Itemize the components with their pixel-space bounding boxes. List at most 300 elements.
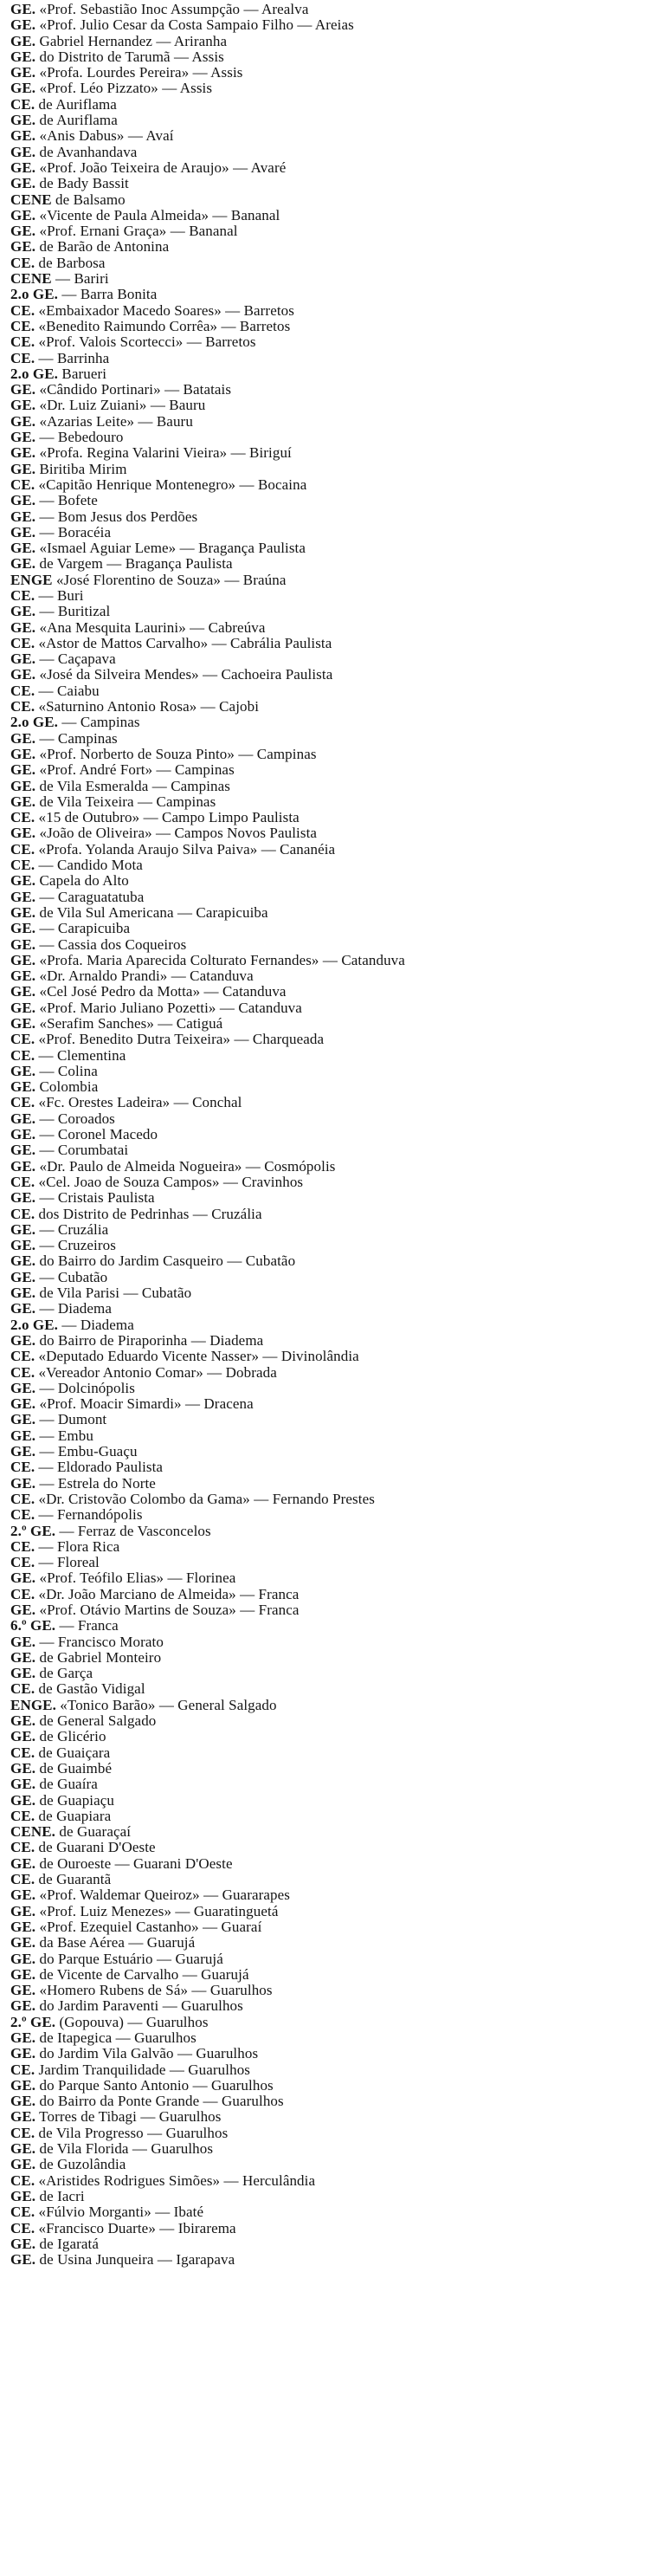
list-item	[10, 287, 660, 302]
list-item	[10, 937, 660, 953]
entry-text: «Tonico Barão» — General Salgado	[60, 1697, 277, 1713]
entry-text: do Bairro de Piraporinha — Diadema	[39, 1332, 264, 1349]
list-item	[10, 366, 660, 382]
list-item	[10, 2204, 660, 2220]
list-item	[10, 1365, 660, 1381]
list-item	[10, 49, 660, 65]
entry-prefix: CE.	[10, 255, 35, 271]
list-item	[10, 1016, 660, 1032]
list-item	[10, 1983, 660, 1998]
list-item	[10, 351, 660, 366]
entry-text: «Ana Mesquita Laurini» — Cabreúva	[39, 619, 266, 636]
entry-prefix: GE.	[10, 1158, 36, 1175]
entry-prefix: GE.	[10, 1238, 36, 1254]
entry-text: «Prof. Norberto de Souza Pinto» — Campinas	[39, 746, 317, 762]
entry-prefix: GE.	[10, 762, 36, 779]
entry-text: «Prof. Ernani Graça» — Bananal	[39, 223, 238, 240]
list-item	[10, 1175, 660, 1190]
list-item	[10, 2173, 660, 2189]
entry-prefix: GE.	[10, 1332, 36, 1349]
entry-text: «Prof. Moacir Simardi» — Dracena	[39, 1396, 254, 1413]
list-item	[10, 1349, 660, 1364]
entry-text: — Bariri	[55, 271, 109, 288]
entry-prefix: CE.	[10, 302, 35, 319]
list-item	[10, 2030, 660, 2046]
entry-text: de Vila Teixeira — Campinas	[39, 793, 216, 810]
entry-text: — Candido Mota	[38, 858, 143, 874]
list-item	[10, 1285, 660, 1301]
entry-text: de Balsamo	[55, 191, 126, 208]
entry-text: de Barbosa	[38, 255, 106, 271]
list-item	[10, 319, 660, 334]
entry-prefix: 2.o GE.	[10, 287, 59, 303]
entry-text: — Dumont	[39, 1412, 107, 1428]
entry-prefix: ENGE.	[10, 1697, 56, 1713]
list-item	[10, 1713, 660, 1729]
list-item	[10, 525, 660, 540]
entry-text: — Eldorado Paulista	[38, 1460, 164, 1476]
entry-text: «Dr. Arnaldo Prandi» — Catanduva	[39, 968, 254, 985]
list-item	[10, 2078, 660, 2094]
list-item	[10, 1064, 660, 1079]
entry-text: do Distrito de Tarumã — Assis	[39, 49, 224, 65]
list-item	[10, 1887, 660, 1903]
list-item	[10, 2141, 660, 2157]
list-item	[10, 984, 660, 1000]
list-item	[10, 1222, 660, 1238]
entry-prefix: CE.	[10, 1206, 35, 1222]
entry-text: «15 de Outubro» — Campo Limpo Paulista	[38, 810, 300, 826]
entry-prefix: GE.	[10, 1427, 36, 1444]
entry-text: de Vila Sul Americana — Carapicuiba	[39, 904, 268, 921]
entry-text: de Gabriel Monteiro	[39, 1649, 162, 1666]
entry-prefix: GE.	[10, 128, 36, 145]
entry-prefix: GE.	[10, 1444, 36, 1460]
entry-prefix: GE.	[10, 1000, 36, 1016]
entry-prefix: GE.	[10, 1190, 36, 1207]
list-item	[10, 398, 660, 413]
school-list	[10, 2, 660, 2268]
entry-text: «Prof. Léo Pizzato» — Assis	[39, 81, 213, 97]
entry-text: «Vicente de Paula Almeida» — Bananal	[39, 207, 280, 223]
entry-text: — Cruzália	[39, 1221, 109, 1238]
list-item	[10, 208, 660, 223]
list-item	[10, 145, 660, 160]
entry-prefix: GE.	[10, 667, 36, 683]
list-item	[10, 2094, 660, 2109]
list-item	[10, 271, 660, 287]
list-item	[10, 953, 660, 968]
entry-prefix: GE.	[10, 81, 36, 97]
entry-prefix: GE.	[10, 1666, 36, 1682]
entry-prefix: CE.	[10, 1808, 35, 1824]
entry-text: — Carapicuiba	[39, 921, 131, 937]
list-item	[10, 588, 660, 604]
entry-text: «Ismael Aguiar Leme» — Bragança Paulista	[39, 540, 306, 557]
entry-prefix: GE.	[10, 176, 36, 192]
entry-prefix: CE.	[10, 96, 35, 113]
list-item	[10, 1634, 660, 1650]
entry-text: Gabriel Hernandez — Ariranha	[39, 33, 228, 49]
entry-text: do Bairro da Ponte Grande — Guarulhos	[39, 2094, 284, 2110]
entry-text: de Auriflama	[39, 113, 118, 129]
entry-prefix: CE.	[10, 2172, 35, 2189]
entry-text: — Embu-Guaçu	[39, 1444, 138, 1460]
entry-text: «Profa. Maria Aparecida Colturato Fernandes» — Catanduva	[39, 952, 405, 968]
entry-text: — Dolcinópolis	[39, 1380, 135, 1396]
entry-prefix: CE.	[10, 1555, 35, 1571]
list-item	[10, 1602, 660, 1618]
list-item	[10, 1729, 660, 1744]
entry-text: de Guapiara	[38, 1808, 112, 1824]
entry-text: Jardim Tranquilidade — Guarulhos	[38, 2061, 251, 2078]
list-item	[10, 1333, 660, 1349]
list-item	[10, 256, 660, 271]
list-item	[10, 1032, 660, 1047]
entry-prefix: CE.	[10, 1507, 35, 1524]
entry-text: de Usina Junqueira — Igarapava	[39, 2252, 235, 2269]
list-item	[10, 382, 660, 398]
list-item	[10, 1618, 660, 1634]
list-item	[10, 1935, 660, 1951]
list-item	[10, 1492, 660, 1507]
entry-prefix: GE.	[10, 1570, 36, 1587]
list-item	[10, 1555, 660, 1570]
entry-prefix: GE.	[10, 619, 36, 636]
entry-prefix: CE.	[10, 1174, 35, 1190]
list-item	[10, 176, 660, 191]
list-item	[10, 1698, 660, 1713]
entry-prefix: GE.	[10, 952, 36, 968]
entry-prefix: CE.	[10, 1681, 35, 1698]
entry-text: — Barrinha	[38, 350, 110, 366]
entry-prefix: CE.	[10, 318, 35, 334]
entry-prefix: GE.	[10, 889, 36, 905]
entry-text: de Auriflama	[38, 96, 117, 113]
list-item	[10, 731, 660, 747]
entry-text: «Dr. Cristovão Colombo da Gama» — Fernando Prestes	[38, 1491, 375, 1507]
list-item	[10, 65, 660, 81]
list-item	[10, 1904, 660, 1919]
entry-prefix: CE.	[10, 1460, 35, 1476]
entry-prefix: 6.º GE.	[10, 1618, 56, 1634]
list-item	[10, 34, 660, 49]
list-item	[10, 17, 660, 33]
entry-prefix: CE.	[10, 858, 35, 874]
entry-prefix: GE.	[10, 1412, 36, 1428]
list-item	[10, 2252, 660, 2268]
list-item	[10, 842, 660, 858]
entry-text: «Homero Rubens de Sá» — Guarulhos	[39, 1983, 273, 1999]
entry-text: «Prof. Julio Cesar da Costa Sampaio Filho — Areias	[39, 17, 354, 34]
entry-text: «Dr. Paulo de Almeida Nogueira» — Cosmópolis	[39, 1158, 336, 1175]
entry-text: «Cel José Pedro da Motta» — Catanduva	[39, 984, 287, 1000]
entry-prefix: CE.	[10, 1095, 35, 1111]
list-item	[10, 1951, 660, 1967]
entry-prefix: CE.	[10, 2125, 35, 2141]
entry-prefix: GE.	[10, 1285, 36, 1302]
entry-text: de Guarantã	[38, 1872, 112, 1888]
list-item	[10, 239, 660, 255]
entry-prefix: CE.	[10, 1872, 35, 1888]
entry-text: «Prof. Benedito Dutra Teixeira» — Charqueada	[38, 1032, 325, 1048]
entry-prefix: CE.	[10, 699, 35, 715]
entry-prefix: GE.	[10, 159, 36, 176]
entry-text: de Iacri	[39, 2188, 85, 2204]
list-item	[10, 968, 660, 984]
entry-text: de Bady Bassit	[39, 176, 129, 192]
entry-text: de Vargem — Bragança Paulista	[39, 556, 233, 573]
entry-text: de Gastão Vidigal	[38, 1681, 145, 1698]
entry-text: «Dr. João Marciano de Almeida» — Franca	[38, 1586, 300, 1602]
list-item	[10, 1650, 660, 1666]
list-item	[10, 1967, 660, 1983]
list-item	[10, 1507, 660, 1523]
entry-prefix: GE.	[10, 2141, 36, 2158]
entry-prefix: 2.o GE.	[10, 715, 59, 731]
entry-text: — Estrela do Norte	[39, 1475, 156, 1492]
list-item	[10, 715, 660, 730]
entry-text: Torres de Tibagi — Guarulhos	[39, 2109, 222, 2126]
entry-text: — Fernandópolis	[38, 1507, 143, 1524]
entry-text: de Garça	[39, 1666, 93, 1682]
list-item	[10, 1666, 660, 1681]
entry-prefix: GE.	[10, 1649, 36, 1666]
entry-text: de Avanhandava	[39, 144, 138, 160]
entry-prefix: GE.	[10, 1729, 36, 1745]
entry-text: «Francisco Duarte» — Ibirarema	[38, 2220, 236, 2236]
entry-text: «Cel. Joao de Souza Campos» — Cravinhos	[38, 1174, 304, 1190]
entry-prefix: GE.	[10, 1760, 36, 1777]
list-item	[10, 1998, 660, 2014]
list-item	[10, 1856, 660, 1872]
entry-prefix: CE.	[10, 1349, 35, 1365]
entry-prefix: GE.	[10, 604, 36, 620]
entry-text: — Bom Jesus dos Perdões	[39, 508, 198, 525]
entry-prefix: GE.	[10, 445, 36, 462]
list-item	[10, 223, 660, 239]
entry-text: «Prof. Waldemar Queiroz» — Guararapes	[39, 1887, 290, 1904]
entry-text: de Vila Florida — Guarulhos	[39, 2141, 214, 2158]
entry-prefix: GE.	[10, 144, 36, 160]
entry-prefix: CE.	[10, 683, 35, 699]
entry-text: «Serafim Sanches» — Catiguá	[39, 1016, 223, 1032]
list-item	[10, 779, 660, 794]
entry-prefix: GE.	[10, 1079, 36, 1096]
entry-text: «Azarias Leite» — Bauru	[39, 413, 193, 430]
entry-text: — Diadema	[61, 1317, 134, 1333]
entry-prefix: GE.	[10, 2046, 36, 2062]
entry-prefix: GE.	[10, 1063, 36, 1079]
entry-prefix: GE.	[10, 825, 36, 842]
list-item	[10, 493, 660, 508]
list-item	[10, 747, 660, 762]
entry-prefix: GE.	[10, 2188, 36, 2204]
entry-text: de Igaratá	[39, 2236, 99, 2252]
entry-text: — Embu	[39, 1427, 93, 1444]
list-item	[10, 1539, 660, 1555]
entry-text: (Gopouva) — Guarulhos	[59, 2014, 209, 2030]
entry-prefix: GE.	[10, 1777, 36, 1793]
list-item	[10, 160, 660, 176]
entry-text: — Ferraz de Vasconcelos	[59, 1523, 211, 1539]
entry-prefix: GE.	[10, 984, 36, 1000]
list-item	[10, 1048, 660, 1064]
entry-prefix: GE.	[10, 540, 36, 557]
entry-text: de Guaraçaí	[59, 1824, 132, 1841]
list-item	[10, 1444, 660, 1460]
entry-prefix: CE.	[10, 2061, 35, 2078]
entry-text: de Vila Progresso — Guarulhos	[38, 2125, 229, 2141]
entry-prefix: CE.	[10, 1491, 35, 1507]
entry-prefix: GE.	[10, 1919, 36, 1935]
entry-text: «Embaixador Macedo Soares» — Barretos	[38, 302, 294, 319]
entry-prefix: GE.	[10, 1127, 36, 1143]
list-item	[10, 2189, 660, 2204]
entry-prefix: GE.	[10, 1634, 36, 1650]
list-item	[10, 303, 660, 319]
entry-prefix: GE.	[10, 1221, 36, 1238]
list-item	[10, 1095, 660, 1110]
entry-text: — Diadema	[39, 1301, 112, 1317]
list-item	[10, 1872, 660, 1887]
list-item	[10, 1745, 660, 1761]
entry-text: — Coroados	[39, 1110, 115, 1127]
entry-prefix: GE.	[10, 33, 36, 49]
list-item	[10, 890, 660, 905]
list-item	[10, 2157, 660, 2172]
list-item	[10, 1761, 660, 1777]
list-item	[10, 921, 660, 936]
entry-text: — Bebedouro	[39, 430, 124, 446]
entry-text: — Campinas	[39, 730, 118, 747]
entry-prefix: GE.	[10, 1301, 36, 1317]
entry-text: do Jardim Paraventi — Guarulhos	[39, 1998, 243, 2015]
entry-text: Barueri	[61, 366, 107, 382]
list-item	[10, 683, 660, 699]
list-item	[10, 1570, 660, 1586]
entry-prefix: 2.º GE.	[10, 2014, 56, 2030]
entry-text: — Cassia dos Coqueiros	[39, 936, 187, 953]
entry-prefix: GE.	[10, 1887, 36, 1904]
entry-prefix: GE.	[10, 524, 36, 540]
entry-text: — Buritizal	[39, 604, 111, 620]
list-item	[10, 1840, 660, 1855]
entry-text: — Boracéia	[39, 524, 112, 540]
entry-prefix: CE.	[10, 1538, 35, 1555]
entry-prefix: GE.	[10, 1475, 36, 1492]
list-item	[10, 1079, 660, 1095]
list-item	[10, 1238, 660, 1253]
list-item	[10, 573, 660, 588]
list-item	[10, 2, 660, 17]
list-item	[10, 604, 660, 619]
entry-text: «Prof. João Teixeira de Araujo» — Avaré	[39, 159, 287, 176]
entry-text: — Caiabu	[38, 683, 100, 699]
entry-prefix: CE.	[10, 841, 35, 858]
entry-prefix: GE.	[10, 65, 36, 81]
entry-prefix: GE.	[10, 968, 36, 985]
list-item	[10, 2062, 660, 2078]
entry-text: de Guaimbé	[39, 1760, 113, 1777]
entry-prefix: CE.	[10, 1032, 35, 1048]
entry-text: «José Florentino de Souza» — Braúna	[55, 572, 287, 588]
entry-prefix: CENE	[10, 271, 52, 288]
entry-text: de Guzolândia	[39, 2157, 126, 2173]
entry-text: «Cândido Portinari» — Batatais	[39, 382, 232, 398]
entry-text: «Vereador Antonio Comar» — Dobrada	[38, 1364, 277, 1381]
list-item	[10, 113, 660, 128]
list-item	[10, 1587, 660, 1602]
entry-prefix: CENE	[10, 191, 52, 208]
entry-text: «Prof. Ezequiel Castanho» — Guaraí	[39, 1919, 262, 1935]
entry-text: — Colina	[39, 1063, 98, 1079]
entry-prefix: CENE.	[10, 1824, 55, 1841]
list-item	[10, 1111, 660, 1127]
list-item	[10, 699, 660, 715]
list-item	[10, 825, 660, 841]
entry-text: de Glicério	[39, 1729, 106, 1745]
list-item	[10, 1809, 660, 1824]
entry-text: «José da Silveira Mendes» — Cachoeira Paulista	[39, 667, 333, 683]
entry-text: da Base Aérea — Guarujá	[39, 1935, 196, 1951]
list-item	[10, 667, 660, 683]
entry-text: — Franca	[59, 1618, 119, 1634]
list-item	[10, 1681, 660, 1697]
entry-prefix: GE.	[10, 873, 36, 890]
entry-text: «Prof. Valois Scortecci» — Barretos	[38, 334, 256, 351]
list-item	[10, 462, 660, 477]
entry-text: Biritiba Mirim	[39, 461, 127, 477]
entry-text: — Cristais Paulista	[39, 1190, 155, 1207]
entry-text: «Profa. Lourdes Pereira» — Assis	[39, 65, 243, 81]
list-item	[10, 1919, 660, 1935]
entry-prefix: CE.	[10, 1744, 35, 1761]
list-item	[10, 414, 660, 430]
list-item	[10, 1396, 660, 1412]
entry-text: — Cubatão	[39, 1269, 108, 1285]
list-item	[10, 430, 660, 445]
entry-prefix: CE.	[10, 350, 35, 366]
list-item	[10, 1460, 660, 1475]
entry-prefix: GE.	[10, 1935, 36, 1951]
entry-text: «Aristides Rodrigues Simões» — Herculândia	[38, 2172, 316, 2189]
entry-prefix: GE.	[10, 1396, 36, 1413]
list-item	[10, 1428, 660, 1444]
entry-text: — Buri	[38, 587, 84, 604]
list-item	[10, 651, 660, 667]
list-item	[10, 1142, 660, 1158]
list-item	[10, 81, 660, 96]
entry-text: do Jardim Vila Galvão — Guarulhos	[39, 2046, 259, 2062]
list-item	[10, 1793, 660, 1809]
list-item	[10, 477, 660, 493]
list-item	[10, 620, 660, 636]
list-item	[10, 1824, 660, 1840]
entry-prefix: GE.	[10, 1998, 36, 2015]
entry-prefix: GE.	[10, 239, 36, 256]
entry-prefix: GE.	[10, 508, 36, 525]
entry-text: «Prof. Otávio Martins de Souza» — Franca	[39, 1602, 300, 1618]
entry-text: «Fúlvio Morganti» — Ibaté	[38, 2204, 204, 2221]
entry-text: — Flora Rica	[38, 1538, 120, 1555]
entry-prefix: 2.o GE.	[10, 1317, 59, 1333]
entry-prefix: GE.	[10, 382, 36, 398]
entry-text: «Prof. Mario Juliano Pozetti» — Catanduva	[39, 1000, 302, 1016]
entry-prefix: GE.	[10, 1903, 36, 1919]
list-item	[10, 2126, 660, 2141]
entry-prefix: GE.	[10, 2, 36, 17]
